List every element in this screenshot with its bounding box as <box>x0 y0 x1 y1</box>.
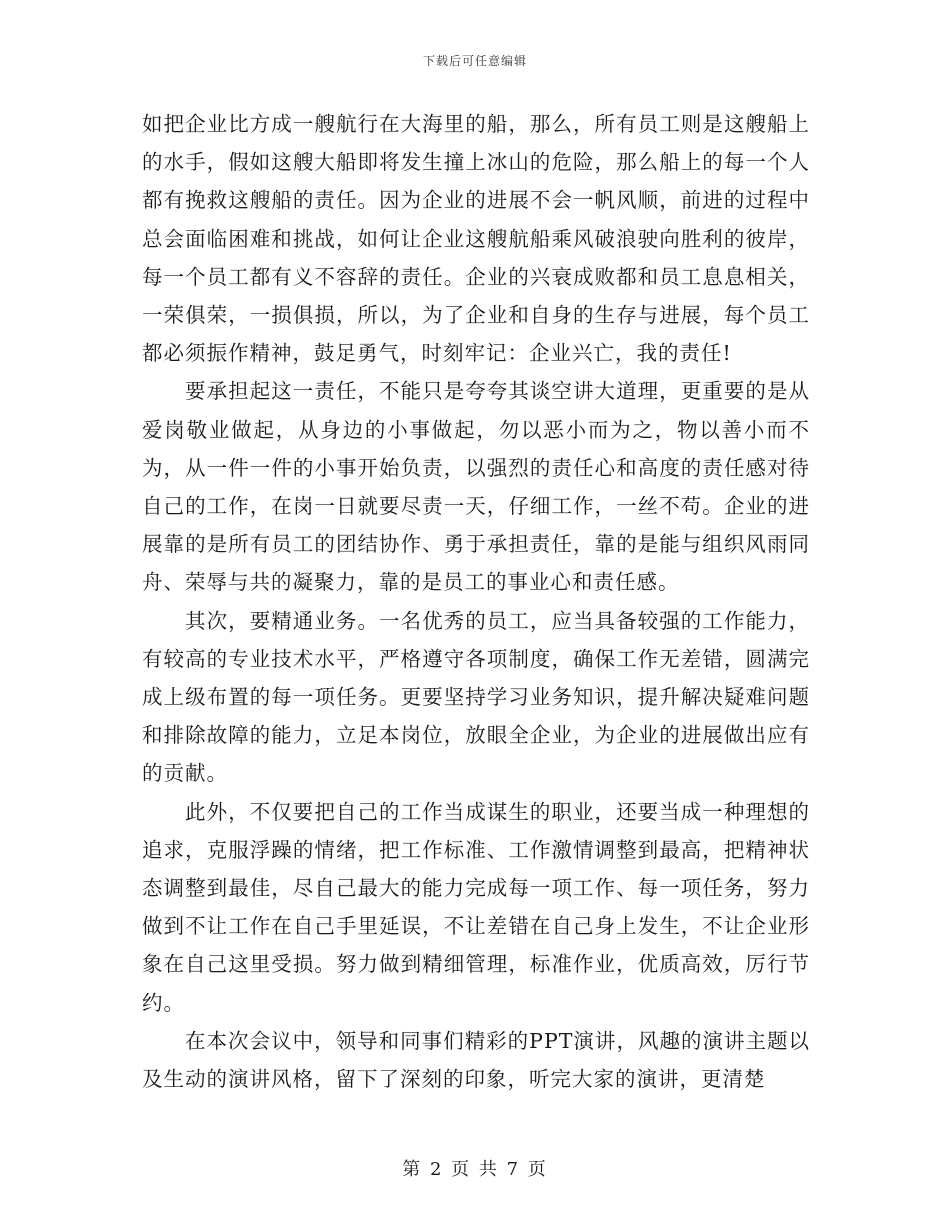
page-footer: 第 2 页 共 7 页 <box>402 1159 548 1180</box>
paragraph-1: 如把企业比方成一艘航行在大海里的船，那么，所有员工则是这艘船上的水手，假如这艘大船即将发生撞上冰山的危险，那么船上的每一个人都有挽救这艘船的责任。因为企业的进展不会一帆风顺，前进的过程中总会面临困难和挑战，如何让企业这艘航船乘风破浪驶向胜利的彼岸，每一个员工都有义不容辞的责任。企业的兴衰成败都和员工息息相关，一荣俱荣，一损俱损，所以，为了企业和自身的生存与进展，每个员工都必须振作精神，鼓足勇气，时刻牢记：企业兴亡，我的责任! <box>142 112 810 366</box>
page-header: 下载后可任意编辑 <box>422 54 527 68</box>
paragraph-2: 要承担起这一责任，不能只是夸夸其谈空讲大道理，更重要的是从爱岗敬业做起，从身边的小事做起，勿以恶小而为之，物以善小而不为，从一件一件的小事开始负责，以强烈的责任心和高度的责任感对待自己的工作，在岗一日就要尽责一天，仔细工作，一丝不苟。企业的进展靠的是所有员工的团结协作、勇于承担责任，靠的是能与组织风雨同舟、荣辱与共的凝聚力，靠的是员工的事业心和责任感。 <box>142 379 810 595</box>
paragraph-4: 此外，不仅要把自己的工作当成谋生的职业，还要当成一种理想的追求，克服浮躁的情绪，把工作标准、工作激情调整到最高，把精神状态调整到最佳，尽自己最大的能力完成每一项工作、每一项任务，努力做到不让工作在自己手里延误，不让差错在自己身上发生，不让企业形象在自己这里受损。努力做到精细管理，标准作业，优质高效，厉行节约。 <box>142 799 810 1015</box>
document-body <box>142 105 810 1098</box>
paragraph-3: 其次，要精通业务。一名优秀的员工，应当具备较强的工作能力，有较高的专业技术水平，严格遵守各项制度，确保工作无差错，圆满完成上级布置的每一项任务。更要坚持学习业务知识，提升解决疑难问题和排除故障的能力，立足本岗位，放眼全企业，为企业的进展做出应有的贡献。 <box>142 608 810 786</box>
paragraph-5: 在本次会议中，领导和同事们精彩的PPT演讲，风趣的演讲主题以及生动的演讲风格，留下了深刻的印象，听完大家的演讲，更清楚 <box>142 1028 810 1092</box>
